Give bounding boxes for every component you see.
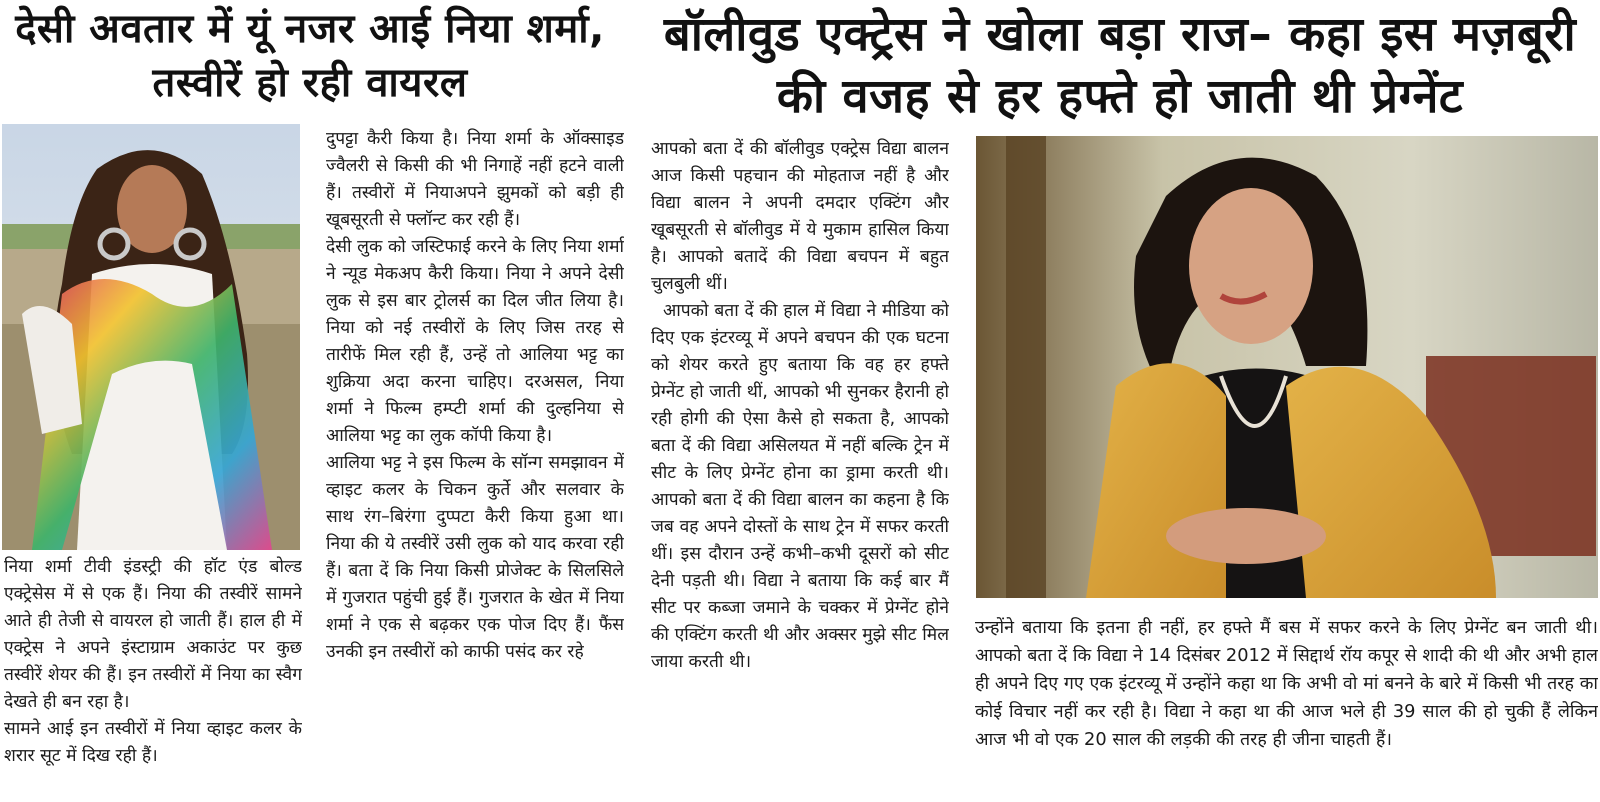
vidya-balan-illustration [976,136,1598,598]
article2-column-2 [975,614,1598,802]
article2-paragraph: आपको बता दें की बॉलीवुड एक्ट्रेस विद्या बालन आज किसी पहचान की मोहताज नहीं है और विद्या बालन ने अपनी दमदार एक्टिंग और खूबसूरती से बॉलीवुड में ये मुकाम हासिल किया है। आपको बतादें की विद्या बचपन में बहुत चुलबुली थीं। [651,139,949,294]
nia-sharma-photo [2,124,300,550]
headline-nia-sharma: देसी अवतार में यूं नजर आई निया शर्मा, तस्वीरें हो रही वायरल [15,6,605,106]
headline-vidya-balan: बॉलीवुड एक्ट्रेस ने खोला बड़ा राज– कहा इस मज़बूरी की वजह से हर हफ्ते हो जाती थी प्रेग्नेंट [663,7,1577,124]
article2-column-1 [651,136,949,802]
article1-paragraph: दुपट्टा कैरी किया है। निया शर्मा के ऑक्साइड ज्वैलरी से किसी की भी निगाहें नहीं हटने वाली हैं। तस्वीरों में नियाअपने झुमकों को बड़ी ही खूबसूरती से फ्लॉन्ट कर रही हैं। [326,129,624,230]
article1-column-2 [326,126,624,802]
article1-column-1 [4,554,302,802]
article1-paragraph: सामने आई इन तस्वीरों में निया व्हाइट कलर के शरार सूट में दिख रही हैं। [4,719,302,766]
vidya-balan-photo [976,136,1598,598]
article2-paragraph: उन्होंने बताया कि इतना ही नहीं, हर हफ्ते मैं बस में सफर करने के लिए प्रेग्नेंट बन जाती थी। आपको बता दें कि विद्या ने 14 दिसंबर 2012 में सिद्दार्थ रॉय कपूर से शादी की थी और अभी हाल ही अपने दिए गए एक इंटरव्यू में उन्होंने कहा था कि अभी वो मां बनने के बारे में किसी भी तरह का कोई विचार नहीं कर रही है। विद्या ने कहा था की आज भले ही 39 साल की हो चुकी हैं लेकिन आज भी वो एक 20 साल की लड़की की तरह ही जीना चाहती हैं। [975,617,1598,750]
article1-paragraph: आलिया भट्ट ने इस फिल्म के सॉन्ग समझावन में व्हाइट कलर के चिकन कुर्ते और सलवार के साथ रंग–बिरंगा दुप्पटा कैरी किया हुआ था। निया की ये तस्वीरें उसी लुक को याद करवा रही हैं। बता दें कि निया किसी प्रोजेक्ट के सिलसिले में गुजरात पहुंची हुई हैं। गुजरात के खेत में निया शर्मा ने एक से बढ़कर एक पोज दिए हैं। फैंस उनकी इन तस्वीरों को काफी पसंद कर रहे [326,453,624,662]
article1-paragraph: देसी लुक को जस्टिफाई करने के लिए निया शर्मा ने न्यूड मेकअप कैरी किया। निया ने अपने देसी लुक से इस बार ट्रोलर्स का दिल जीत लिया है। निया को नई तस्वीरों के लिए जिस तरह से तारीफें मिल रही हैं, उन्हें तो आलिया भट्ट का शुक्रिया अदा करना चाहिए। दरअसल, निया शर्मा ने फिल्म हम्प्टी शर्मा की दुल्हनिया से आलिया भट्ट का लुक कॉपी किया है। [326,237,624,446]
article2-paragraph: आपको बता दें की हाल में विद्या ने मीडिया को दिए एक इंटरव्यू में अपने बचपन की एक घटना को शेयर करते हुए बताया कि वह हर हफ्ते प्रेग्नेंट हो जाती थीं, आपको भी सुनकर हैरानी हो रही होगी की ऐसा कैसे हो सकता है, आपको बता दें की विद्या असिलयत में नहीं बल्कि ट्रेन में सीट के लिए प्रेग्नेंट होना का ड्रामा करती थी। आपको बता दें की विद्या बालन का कहना है कि जब वह अपने दोस्तों के साथ ट्रेन में सफर करती थीं। इस दौरान उन्हें कभी–कभी दूसरों को सीट देनी पड़ती थी। विद्या ने बताया कि कई बार मैं सीट पर कब्जा जमाने के चक्कर में प्रेग्नेंट होने की एक्टिंग करती थी और अक्सर मुझे सीट मिल जाया करती थी। [651,301,949,672]
nia-sharma-illustration [2,124,300,550]
article1-paragraph: निया शर्मा टीवी इंडस्ट्री की हॉट एंड बोल्ड एक्ट्रेसेस में से एक हैं। निया की तस्वीरें सामने आते ही तेजी से वायरल हो जाती हैं। हाल ही में एक्ट्रेस ने अपने इंस्टाग्राम अकाउंट पर कुछ तस्वीरें शेयर की हैं। इन तस्वीरों में निया का स्वैग देखते ही बन रहा है। [4,557,302,712]
